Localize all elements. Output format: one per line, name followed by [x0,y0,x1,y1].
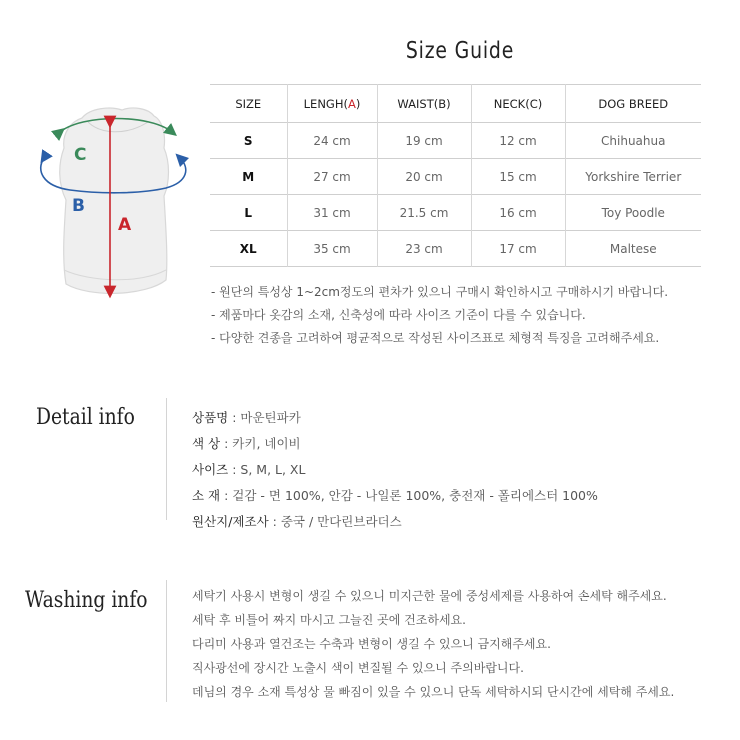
detail-row: 상품명 : 마운틴파카 [192,410,301,425]
detail-value: S, M, L, XL [240,462,306,477]
size-note: - 제품마다 옷감의 소재, 신축성에 따라 사이즈 기준이 다를 수 있습니다. [211,308,586,322]
washing-line: 세탁 후 비틀어 짜지 마시고 그늘진 곳에 건조하세요. [192,613,466,627]
label-b: B [72,196,85,216]
detail-row: 사이즈 : S, M, L, XL [192,462,306,477]
washing-info-title: Washing info [25,588,148,613]
detail-label: 소 재 [192,488,221,503]
waist-cell: 19 cm [377,123,471,159]
waist-cell: 21.5 cm [377,195,471,231]
header-waist: WAIST(B) [377,85,471,123]
neck-cell: 16 cm [471,195,565,231]
waist-cell: 23 cm [377,231,471,267]
header-size: SIZE [235,96,262,111]
breed-cell: Yorkshire Terrier [565,159,701,195]
neck-cell: 17 cm [471,231,565,267]
size-cell: XL [239,241,257,256]
size-cell: S [243,133,253,148]
length-cell: 31 cm [287,195,377,231]
table-row [210,195,701,231]
header-neck: NECK(C) [471,85,565,123]
washing-list [192,584,674,704]
size-table [210,84,701,267]
detail-label: 원산지/제조사 [192,514,269,529]
washing-line: 세탁기 사용시 변형이 생길 수 있으니 미지근한 물에 중성세제를 사용하여 손세탁 해주세요. [192,589,667,603]
size-note: - 원단의 특성상 1~2cm정도의 편차가 있으니 구매시 확인하시고 구매하시기 바랍니다. [211,285,669,299]
breed-cell: Chihuahua [565,123,701,159]
label-a: A [118,215,132,235]
size-note: - 다양한 견종을 고려하여 평균적으로 작성된 사이즈표로 체형적 특징을 고려해주세요. [211,331,660,345]
size-table-header [210,85,701,123]
detail-label: 사이즈 [192,462,229,477]
washing-line: 데님의 경우 소재 특성상 물 빠짐이 있을 수 있으니 단독 세탁하시되 단시간에 세탁해 주세요. [192,685,675,699]
detail-value: 마운틴파카 [240,410,301,425]
washing-line: 직사광선에 장시간 노출시 색이 변질될 수 있으니 주의바랍니다. [192,661,524,675]
breed-cell: Toy Poodle [565,195,701,231]
detail-row: 색 상 : 카키, 네이비 [192,436,301,451]
size-guide-title: Size Guide [405,38,515,64]
table-row [210,159,701,195]
table-row [210,231,701,267]
detail-value: 카키, 네이비 [232,436,301,451]
detail-value: 중국 / 만다린브라더스 [280,514,402,529]
detail-row: 소 재 : 겉감 - 면 100%, 안감 - 나일론 100%, 충전재 - 폴리에스터 100% [192,488,598,503]
detail-value: 겉감 - 면 100%, 안감 - 나일론 100%, 충전재 - 폴리에스터 100% [232,488,598,503]
detail-row: 원산지/제조사 : 중국 / 만다린브라더스 [192,514,402,529]
header-breed: DOG BREED [565,85,701,123]
size-notes [211,281,668,350]
header-length: LENGH(A) [287,85,377,123]
table-row [210,123,701,159]
label-c: C [74,145,87,165]
washing-divider [166,580,167,702]
length-cell: 27 cm [287,159,377,195]
size-cell: L [244,205,253,220]
garment-diagram [30,100,200,310]
length-cell: 35 cm [287,231,377,267]
detail-info-title: Detail info [36,405,135,430]
detail-label: 색 상 [192,436,221,451]
washing-line: 다리미 사용과 열건조는 수축과 변형이 생길 수 있으니 금지해주세요. [192,637,551,651]
breed-cell: Maltese [565,231,701,267]
detail-label: 상품명 [192,410,229,425]
size-cell: M [242,169,255,184]
detail-divider [166,398,167,520]
neck-cell: 15 cm [471,159,565,195]
neck-cell: 12 cm [471,123,565,159]
length-cell: 24 cm [287,123,377,159]
waist-cell: 20 cm [377,159,471,195]
detail-list [192,405,598,535]
